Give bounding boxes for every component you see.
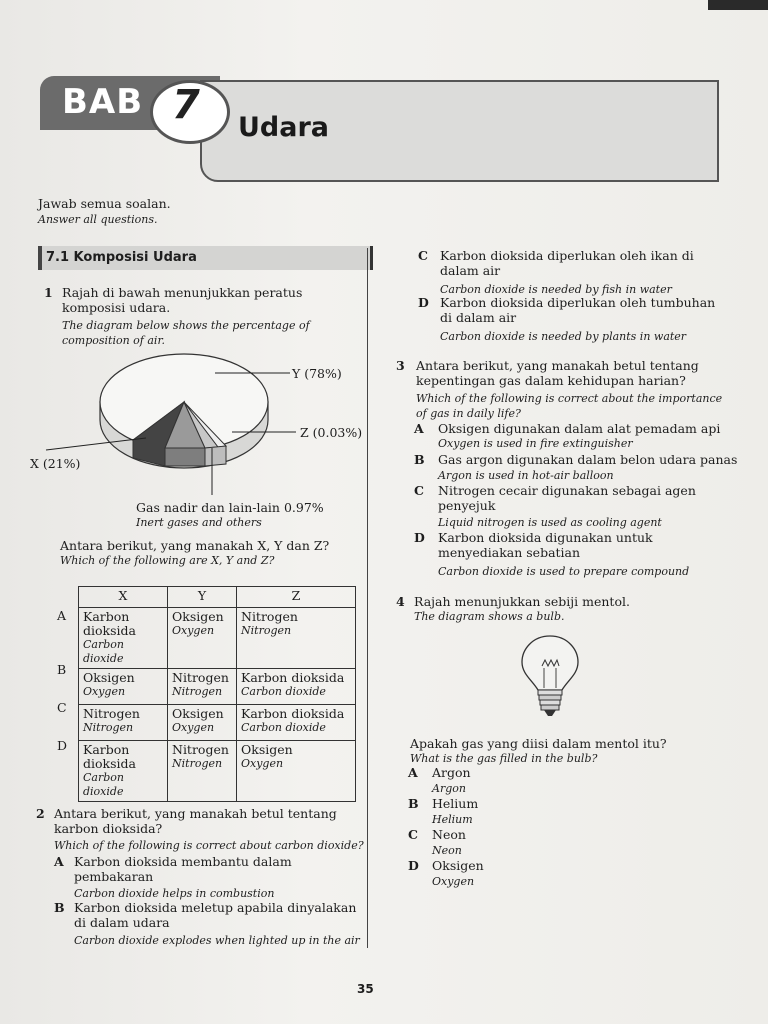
q4-question-ms: Apakah gas yang diisi dalam mentol itu? (410, 736, 667, 751)
q2-option-ms: Karbon dioksida diperlukan oleh tumbuhan di dalam air (440, 295, 716, 325)
q2-option-label: C (418, 248, 428, 263)
label-inert-en: Inert gases and others (136, 516, 262, 529)
q4-stem-en: The diagram shows a bulb. (414, 610, 565, 623)
table-cell: Oksigen Oxygen (79, 669, 168, 705)
q3-option-label: A (414, 421, 424, 436)
table-header: X (79, 587, 168, 608)
section-title: 7.1 Komposisi Udara (46, 250, 197, 265)
scan-edge (708, 0, 768, 10)
q1-question-en: Which of the following are X, Y and Z? (60, 554, 275, 567)
table-row (79, 608, 356, 669)
q3-option-ms: Karbon dioksida digunakan untuk menyediakan sebatian (438, 530, 653, 560)
q2-option-ms: Karbon dioksida diperlukan oleh ikan di dalam air (440, 248, 694, 278)
table-header: Z (237, 587, 356, 608)
table-cell: Karbon dioksida Carbon dioxide (79, 608, 168, 669)
q4-option-label: D (408, 858, 419, 873)
q3-option-en: Carbon dioxide is used to prepare compound (438, 565, 690, 578)
q1-number: 1 (44, 285, 53, 300)
q2-number: 2 (36, 806, 45, 821)
q1-options-table (78, 586, 356, 802)
q4-option-ms: Argon (432, 765, 471, 780)
table-header-row (79, 587, 356, 608)
q4-option-label: B (408, 796, 419, 811)
q3-stem-ms: Antara berikut, yang manakah betul tentang kepentingan gas dalam kehidupan harian? (416, 358, 699, 388)
row-label: C (57, 700, 67, 715)
q2-option-en: Carbon dioxide explodes when lighted up in the air (74, 934, 360, 947)
q4-option-ms: Neon (432, 827, 466, 842)
q3-option-en: Argon is used in hot-air balloon (438, 469, 614, 482)
table-cell: Karbon dioksida Carbon dioxide (237, 669, 356, 705)
q3-option-ms: Gas argon digunakan dalam belon udara panas (438, 452, 738, 467)
table-cell: Oksigen Oxygen (237, 741, 356, 802)
q4-option-en: Argon (432, 782, 466, 795)
q3-option-label: B (414, 452, 425, 467)
label-x: X (21%) (30, 456, 81, 471)
q4-option-label: A (408, 765, 418, 780)
table-cell: Karbon dioksida Carbon dioxide (237, 705, 356, 741)
instruction-ms: Jawab semua soalan. (38, 196, 171, 211)
chapter-label: BAB (62, 82, 144, 122)
table-cell: Nitrogen Nitrogen (237, 608, 356, 669)
light-bulb-diagram (518, 632, 582, 720)
q2-option-en: Carbon dioxide is needed by plants in water (440, 330, 687, 343)
q1-question-ms: Antara berikut, yang manakah X, Y dan Z? (60, 538, 330, 553)
q3-option-ms: Nitrogen cecair digunakan sebagai agen penyejuk (438, 483, 696, 513)
q2-option-ms: Karbon dioksida meletup apabila dinyalakan di dalam udara (74, 900, 357, 930)
q3-option-ms: Oksigen digunakan dalam alat pemadam api (438, 421, 721, 436)
row-label: B (57, 662, 67, 677)
table-cell: Karbon dioksida Carbon dioxide (79, 741, 168, 802)
row-label: D (57, 738, 68, 753)
label-z: Z (0.03%) (300, 425, 363, 440)
q3-option-en: Liquid nitrogen is used as cooling agent (438, 516, 662, 529)
q1-stem-en: The diagram below shows the percentage of composition of air. (62, 319, 310, 347)
q2-option-label: B (54, 900, 65, 915)
q4-option-en: Helium (432, 813, 473, 826)
q4-option-en: Neon (432, 844, 462, 857)
q4-option-label: C (408, 827, 418, 842)
q4-number: 4 (396, 594, 405, 609)
q2-option-label: D (418, 295, 429, 310)
instruction-en: Answer all questions. (38, 213, 158, 226)
q4-option-ms: Helium (432, 796, 479, 811)
chapter-number: 7 (172, 82, 200, 128)
table-row (79, 669, 356, 705)
q3-number: 3 (396, 358, 405, 373)
q3-option-label: D (414, 530, 425, 545)
q3-stem-en: Which of the following is correct about the importance of gas in daily life? (416, 392, 723, 420)
q4-option-ms: Oksigen (432, 858, 484, 873)
label-y: Y (78%) (292, 366, 342, 381)
q2-stem-en: Which of the following is correct about carbon dioxide? (54, 839, 364, 852)
q2-stem-ms: Antara berikut, yang manakah betul tentang karbon dioksida? (54, 806, 337, 836)
q4-stem-ms: Rajah menunjukkan sebiji mentol. (414, 594, 630, 609)
table-cell: Nitrogen Nitrogen (168, 741, 237, 802)
q1-stem-ms: Rajah di bawah menunjukkan peratus komposisi udara. (62, 285, 303, 315)
row-label: A (57, 608, 67, 623)
q3-option-en: Oxygen is used in fire extinguisher (438, 437, 633, 450)
q2-option-ms: Karbon dioksida membantu dalam pembakaran (74, 854, 292, 884)
q2-option-label: A (54, 854, 64, 869)
label-inert-ms: Gas nadir dan lain-lain 0.97% (136, 500, 324, 515)
q4-option-en: Oxygen (432, 875, 475, 888)
table-row (79, 705, 356, 741)
table-header: Y (168, 587, 237, 608)
page-number: 35 (357, 982, 374, 996)
q2-option-en: Carbon dioxide helps in combustion (74, 887, 275, 900)
q3-option-label: C (414, 483, 424, 498)
table-row (79, 741, 356, 802)
q2-option-en: Carbon dioxide is needed by fish in water (440, 283, 672, 296)
table-cell: Oksigen Oxygen (168, 705, 237, 741)
table-cell: Nitrogen Nitrogen (79, 705, 168, 741)
chapter-title: Udara (238, 112, 330, 143)
table-cell: Nitrogen Nitrogen (168, 669, 237, 705)
table-cell: Oksigen Oxygen (168, 608, 237, 669)
q4-question-en: What is the gas filled in the bulb? (410, 752, 598, 765)
